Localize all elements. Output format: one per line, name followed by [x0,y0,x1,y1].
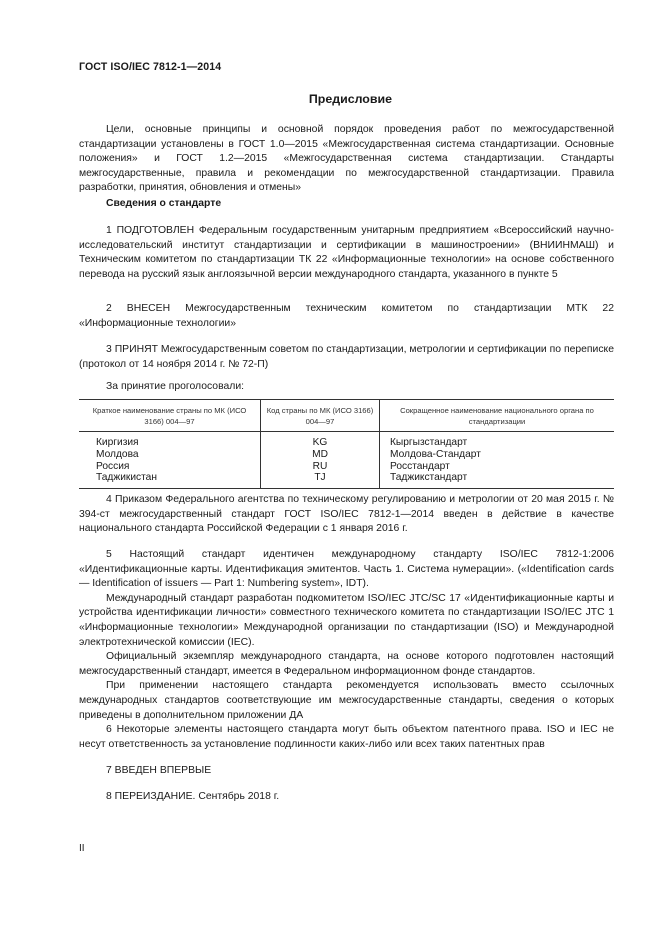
table-cell-country: Таджикистан [79,472,261,488]
voting-table [79,399,614,489]
voted-label: За принятие проголосовали: [106,381,245,392]
table-header-row [79,400,614,432]
item-6-paragraph: 6 Некоторые элементы настоящего стандарта могут быть объектом патентного права. ISO и IEC не несут ответственность за установление подлинности каких-либо или всех таких патентных прав [79,724,614,750]
table-row [79,461,614,473]
page-number: II [79,843,85,854]
item-8-paragraph: 8 ПЕРЕИЗДАНИЕ. Сентябрь 2018 г. [106,791,280,802]
item-1-paragraph: 1 ПОДГОТОВЛЕН Федеральным государственным унитарным предприятием «Всероссийский научно-исследовательский институт стандартизации и сертификации в машиностроении» (ВНИИНМАШ) и Техническим комитетом по стандартизации ТК 22 «Информационные технологии» на основе собственного перевода на русский язык англоязычной версии международного стандарта, указанного в пункте 5 [79,225,614,280]
table-cell-body: Кыргызстандарт [380,432,615,449]
table-row [79,449,614,461]
item-5-paragraph-3: Официальный экземпляр международного стандарта, на основе которого подготовлен настоящий межгосударственный стандарт, имеется в Федеральном информационном фонде стандартов. [79,651,614,677]
item-7-paragraph: 7 ВВЕДЕН ВПЕРВЫЕ [106,765,212,776]
table-cell-body: Росстандарт [380,461,615,473]
table-row [79,472,614,488]
table-cell-body: Молдова-Стандарт [380,449,615,461]
table-cell-body: Таджикстандарт [380,472,615,488]
table-header-country: Краткое наименование страны по МК (ИСО 3166) 004—97 [79,400,261,432]
page-title-text: Предисловие [308,92,392,106]
page-title [79,92,613,107]
document-header: ГОСТ ISO/IEC 7812-1—2014 [79,61,222,73]
table-header-code: Код страны по МК (ИСО 3166) 004—97 [261,400,380,432]
table-cell-code: MD [261,449,380,461]
item-4-paragraph: 4 Приказом Федерального агентства по техническому регулированию и метрологии от 20 мая 2015 г. № 394-ст межгосударственный стандарт ГОСТ ISO/IEC 7812-1—2014 введен в действие в качестве национального стандарта Российской Федерации с 1 января 2016 г. [79,494,614,535]
table-cell-code: TJ [261,472,380,488]
table-cell-code: RU [261,461,380,473]
table-header-body: Сокращенное наименование национального органа по стандартизации [380,400,615,432]
item-5-paragraph: 5 Настоящий стандарт идентичен международному стандарту ISO/IEC 7812-1:2006 «Идентификационные карты. Идентификация эмитентов. Часть 1. Система нумерации». («Identification cards — Identification of issuers — Part 1: Numbering system», IDT). [79,549,614,590]
table-cell-country: Киргизия [96,437,139,448]
table-cell-country: Молдова [96,448,139,460]
table-row [79,432,614,449]
intro-paragraph: Цели, основные принципы и основной порядок проведения работ по межгосударственной стандартизации установлены в ГОСТ 1.0—2015 «Межгосударственная система стандартизации. Основные положения» и ГОСТ 1.2—2015 «Межгосударственная система стандартизации. Стандарты межгосударственные, правила и рекомендации по межгосударственной стандартизации. Правила разработки, принятия, обновления и отмены» [79,124,614,194]
item-5-paragraph-2: Международный стандарт разработан подкомитетом ISO/IEC JTC/SC 17 «Идентификационные карты и устройства идентификации личности» совместного технического комитета по стандартизации ISO/IEC JTC 1 «Информационные технологии» Международной организации по стандартизации (ISO) и Международной электротехнической комиссии (IEC). [79,592,614,648]
table-cell-code: KG [261,432,380,449]
table-cell-country: Россия [96,460,130,472]
item-2-paragraph: 2 ВНЕСЕН Межгосударственным техническим комитетом по стандартизации МТК 22 «Информационные технологии» [79,303,614,329]
item-3-paragraph: 3 ПРИНЯТ Межгосударственным советом по стандартизации, метрологии и сертификации по переписке (протокол от 14 ноября 2014 г. № 72-П) [79,344,614,370]
item-5-paragraph-4: При применении настоящего стандарта рекомендуется использовать вместо ссылочных международных стандартов соответствующие им межгосударственные стандарты, сведения о которых приведены в дополнительном приложении ДА [79,680,614,721]
section-heading: Сведения о стандарте [106,198,222,209]
